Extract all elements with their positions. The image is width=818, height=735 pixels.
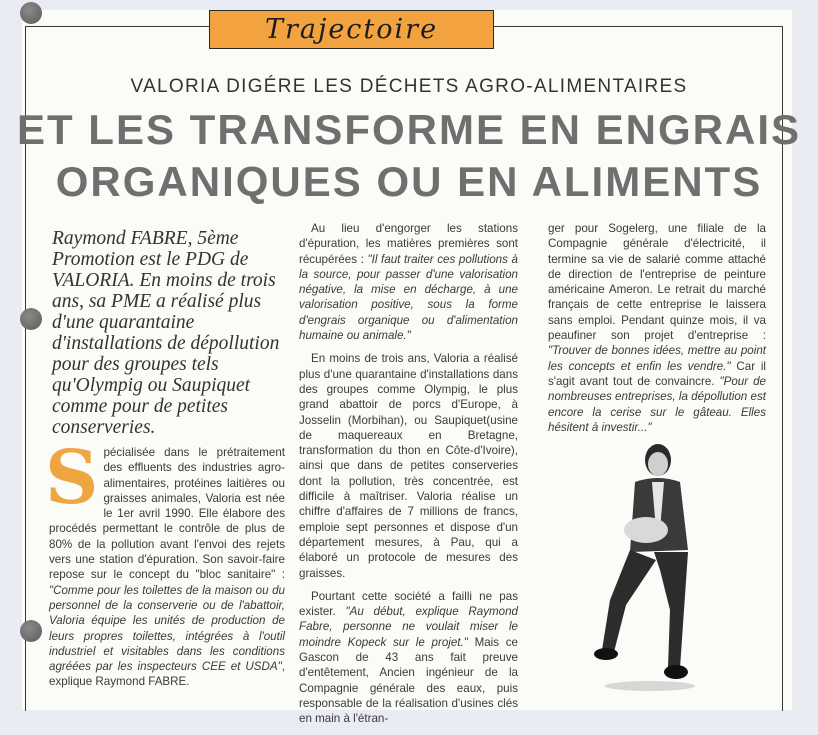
text-run: Pourtant cette société a failli ne pas exister. <box>299 589 518 619</box>
paragraph <box>299 221 518 343</box>
section-tab <box>209 10 494 49</box>
quote: "Il faut traiter ces pollutions à la source, pour passer d'une valorisation négative, la mise en décharge, à une valorisation positive, sous la forme d'engrais organique ou d'alimentation humaine ou animale." <box>299 252 518 343</box>
column-2 <box>299 221 518 735</box>
paragraph <box>548 221 766 435</box>
paragraph <box>299 589 518 727</box>
portrait-photo <box>580 440 720 695</box>
headline-line-2: ORGANIQUES OU EN ALIMENTS <box>55 158 763 205</box>
kicker: VALORIA DIGÉRE LES DÉCHETS AGRO-ALIMENTAIRES <box>130 76 688 97</box>
column-3 <box>548 221 766 443</box>
text-run: , explique Raymond FABRE. <box>49 660 285 689</box>
headline-line-1: ET LES TRANSFORME EN ENGRAIS <box>16 106 802 153</box>
text-run: Car il s'agit avant tout de convaincre. <box>548 359 767 388</box>
quote: "Comme pour les toilettes de la maison ou du personnel de la conserverie ou de l'abattoir, Valoria équipe les unités de production de leurs propres toilettes, intégrées à l'outil industriel et visitables dans les conditions agréées par les inspecteurs CEE et USDA" <box>49 583 285 674</box>
intro-paragraph: Raymond FABRE, 5ème Promotion est le PDG de VALORIA. En moins de trois ans, sa PME a réalisé plus d'une quarantaine d'installations de dépollution pour des groupes tels qu'Olympig ou Saupiquet comme pour de petites conserveries. <box>52 228 280 438</box>
portrait-shadow <box>605 681 695 691</box>
text-run: Au lieu d'engorger les stations d'épuration, les matières premières sont récupérées : <box>299 222 518 266</box>
portrait-piglet <box>624 517 668 543</box>
text-run: pécialisée dans le prétraitement des effluents des industries agro-alimentaires, protéines laitières ou graisses animales, Valoria est née le 1er avril 1990. Elle élabore des procédés permettant le contrôle de plus de 80% de la pollution avant l'envoi des rejets vers une station d'épuration. Son savoir-faire repose sur le concept du "bloc sanitaire" : <box>49 446 285 582</box>
quote: "Trouver de bonnes idées, mettre au point les concepts et enfin les vendre." <box>548 344 766 373</box>
portrait-shoe <box>594 648 618 660</box>
text-run: Mais ce Gascon de 43 ans fait preuve d'entêtement, Ancien ingénieur de la Compagnie générale des eaux, puis responsable de la réalisation d'usines clés en main à l'étran- <box>299 635 518 726</box>
paragraph <box>45 435 285 690</box>
portrait-face <box>648 452 668 476</box>
drop-cap: S <box>45 435 99 521</box>
quote: "Au début, explique Raymond Fabre, personne ne voulait miser le moindre Kopeck sur le projet." <box>299 605 518 649</box>
column-1 <box>45 435 285 698</box>
portrait-shoe <box>664 665 688 679</box>
binder-hole-icon <box>20 620 42 642</box>
quote: "Pour de nombreuses entreprises, la dépollution est encore la cerise sur le gâteau. Elles hésitent à investir..." <box>548 374 766 434</box>
paragraph: En moins de trois ans, Valoria a réalisé plus d'une quarantaine d'installations dans des groupes comme Olympig, le plus grand abattoir de porcs d'Europe, à Josselin (Morbihan), ou Saupiquet(usine de maquereaux en Bretagne, transformation du thon en Côte-d'Ivoire), ainsi que dans de petites conserveries dont la pollution, très concentrée, est difficile à maîtriser. Valoria réalise un chiffre d'affaires de 7 millions de francs, emploie sept personnes et dispose d'un département mesures, à Pau, qui a élaboré un protocole de mesures des graisses. <box>299 352 518 580</box>
binder-hole-icon <box>20 308 42 330</box>
section-tab-label: Trajectoire <box>264 14 439 45</box>
binder-hole-icon <box>20 2 42 24</box>
text-run: ger pour Sogelerg, une filiale de la Compagnie générale d'électricité, il termine sa vie de salarié comme attaché de direction de l'entreprise de peinture américaine Ameron. Le retrait du marché français de cette entreprise le laissera sans emploi. Pendant quinze mois, il va peaufiner son projet d'entreprise : <box>548 222 766 343</box>
portrait-leg-left <box>602 550 656 652</box>
portrait-leg-right <box>654 552 688 668</box>
